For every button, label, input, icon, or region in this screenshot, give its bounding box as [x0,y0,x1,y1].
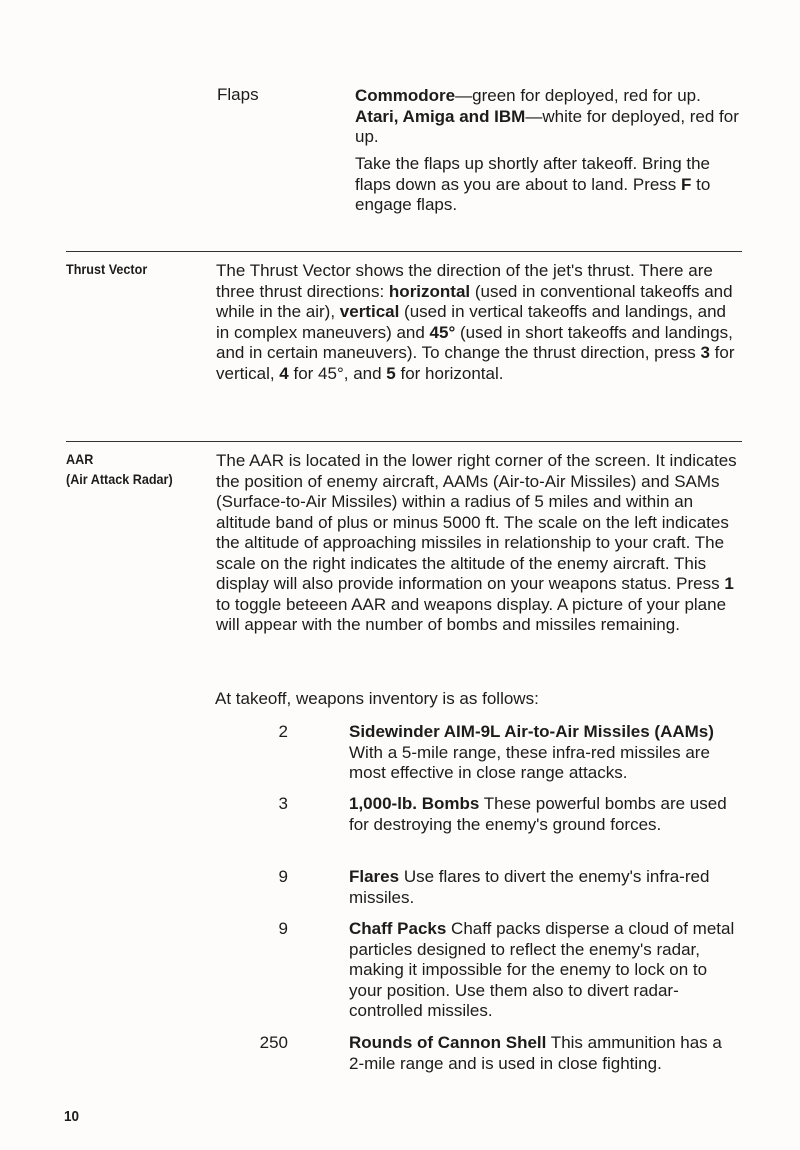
commodore-label: Commodore [355,86,456,105]
thrust-text: for horizontal. [395,363,504,383]
thrust-text: The Thrust Vector shows the direction of the jet's thrust. There are three thrust directions: [216,261,713,301]
flaps-label: Flaps [217,85,259,104]
inventory-item-name: 1,000-lb. Bombs [349,794,480,813]
thrust-text: (used in short takeoffs and landings, and in certain maneuvers). To change the thrust direction, press [216,322,733,362]
inventory-qty: 9 [278,919,288,938]
inventory-item-desc: Chaff packs disperse a cloud of metal particles designed to reflect the enemy's radar, making it impossible for the enemy to lock on to your position. Use them also to divert radar-controlled missiles. [349,919,735,1020]
thrust-text: (used in vertical takeoffs and landings, and in complex maneuvers) and [216,302,726,342]
inventory-item [349,867,739,908]
inventory-qty: 9 [278,867,288,886]
thrust-text: for vertical, [216,343,735,383]
aar-heading-line2: (Air Attack Radar) [66,471,173,487]
inventory-qty: 250 [259,1033,288,1052]
aar-text: The AAR is located in the lower right corner of the screen. It indicates the position of enemy aircraft, AAMs (Air-to-Air Missiles) and SAMs (Surface-to-Air Missiles) within a radius of 5 miles and within an altitude band of plus or minus 5000 ft. The scale on the left indicates the altitude of approaching missiles in relationship to your craft. The scale on the right indicates the altitude of the enemy aircraft. This display will also provide information on your weapons status. Press [216,451,737,593]
flaps-key: F [681,174,692,194]
thrust-vector-heading: Thrust Vector [66,261,148,277]
inventory-item [349,794,739,835]
flaps-usage-text-end: to engage flaps. [355,174,711,214]
key-4: 4 [279,363,289,383]
inventory-item-name: Flares [349,867,400,886]
key-5: 5 [386,363,396,383]
atari-amiga-ibm-text: —white for deployed, red for up. [355,106,739,146]
thrust-vertical: vertical [339,302,400,321]
thrust-text: (used in conventional takeoffs and while in the air), [216,281,733,321]
inventory-intro: At takeoff, weapons inventory is as follows: [215,689,539,708]
flaps-usage-text: Take the flaps up shortly after takeoff. Bring the flaps down as you are about to land. Press [355,154,710,194]
flaps-usage-paragraph [355,154,740,216]
thrust-vector-paragraph [216,261,741,384]
inventory-item [349,722,739,784]
aar-paragraph [216,451,741,636]
inventory-qty: 2 [278,722,288,741]
thrust-horizontal: horizontal [388,281,471,301]
page-number: 10 [64,1108,80,1125]
aar-heading [66,449,173,489]
inventory-item-name: Sidewinder AIM-9L Air-to-Air Missiles (AAMs) [349,722,714,741]
key-1: 1 [724,574,734,593]
inventory-item-name: Chaff Packs [349,919,447,938]
inventory-item-desc: With a 5-mile range, these infra-red missiles are most effective in close range attacks. [349,742,710,782]
aar-heading-line1: AAR [66,451,94,467]
aar-text-end: to toggle beteeen AAR and weapons display. A picture of your plane will appear with the number of bombs and missiles remaining. [216,594,727,634]
inventory-item [349,919,739,1022]
section-divider [66,441,742,442]
atari-amiga-ibm-label: Atari, Amiga and IBM [355,106,526,126]
inventory-item [349,1033,739,1074]
section-divider [66,251,742,252]
inventory-item-desc: These powerful bombs are used for destroying the enemy's ground forces. [349,794,727,834]
inventory-item-desc: Use flares to divert the enemy's infra-red missiles. [349,867,710,907]
flaps-colors-description [355,86,740,148]
inventory-item-name: Rounds of Cannon Shell [349,1033,547,1052]
key-3: 3 [700,343,710,362]
inventory-item-desc: This ammunition has a 2-mile range and is used in close fighting. [349,1033,722,1073]
thrust-text: for 45°, and [288,363,387,383]
commodore-text: —green for deployed, red for up. [455,86,701,105]
inventory-qty: 3 [278,794,288,813]
thrust-45: 45° [429,322,456,342]
